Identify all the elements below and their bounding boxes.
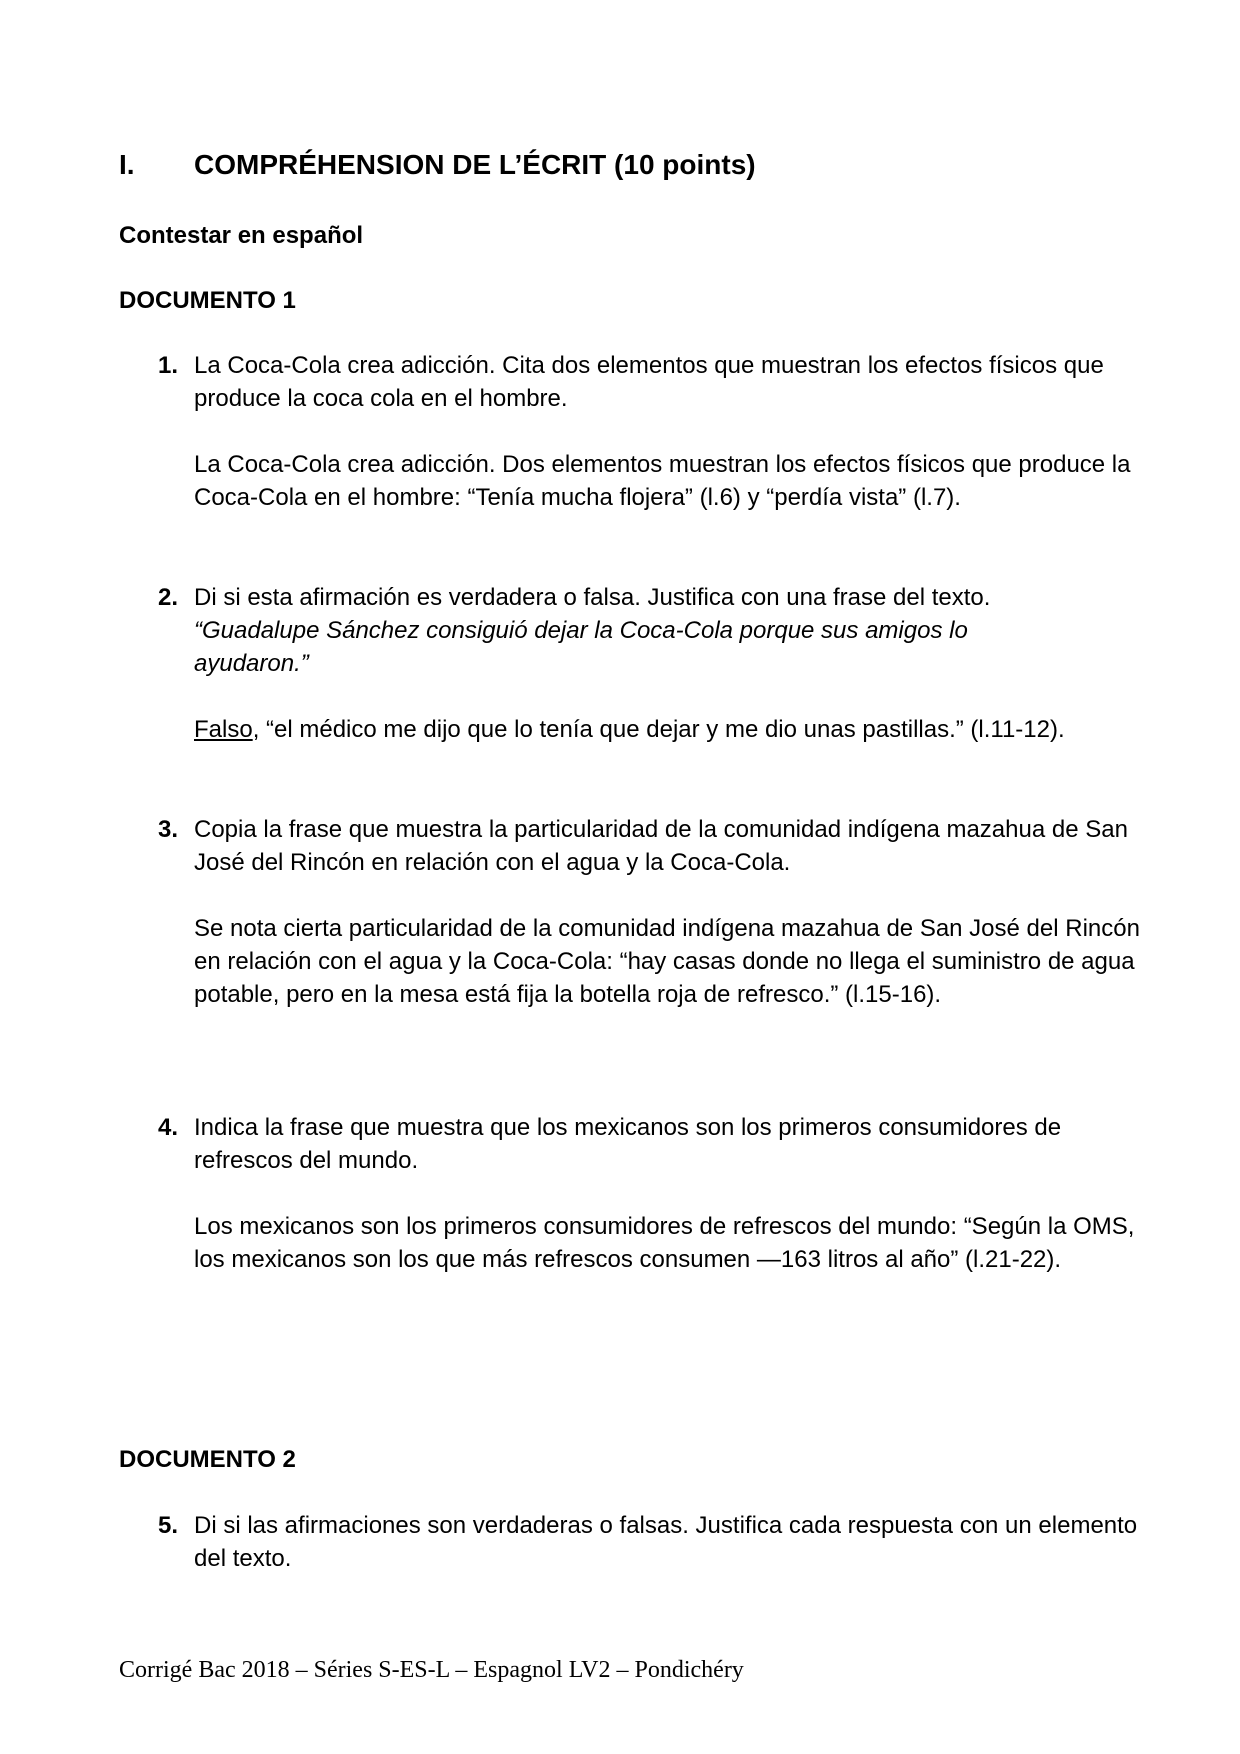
statement-text: “Guadalupe Sánchez consiguió dejar la Coca-Cola porque sus amigos lo ayudaron.” xyxy=(194,617,968,677)
answer-justification: , “el médico me dijo que lo tenía que dejar y me dio unas pastillas.” (l.11-12). xyxy=(252,716,1065,743)
answer-text: Se nota cierta particularidad de la comunidad indígena mazahua de San José del Rincón en relación con el agua y la Coca-Cola: “hay casas donde no llega el suministro de agua potable, pero en la mesa está fija la botella roja de refresco.” (l.15-16). xyxy=(194,915,1140,1008)
document-2-label: DOCUMENTO 2 xyxy=(119,1446,296,1473)
question-text: Di si esta afirmación es verdadera o falsa. Justifica con una frase del texto. xyxy=(194,584,991,611)
question-text: Indica la frase que muestra que los mexicanos son los primeros consumidores de refrescos del mundo. xyxy=(194,1114,1062,1174)
answer-text: La Coca-Cola crea adicción. Dos elementos muestran los efectos físicos que produce la Coca-Cola en el hombre: “Tenía mucha flojera” (l.6) y “perdía vista” (l.7). xyxy=(194,451,1131,511)
question-number: 5. xyxy=(157,1512,178,1539)
question-text: La Coca-Cola crea adicción. Cita dos elementos que muestran los efectos físicos que produce la coca cola en el hombre. xyxy=(194,352,1104,412)
question-text: Copia la frase que muestra la particularidad de la comunidad indígena mazahua de San José del Rincón en relación con el agua y la Coca-Cola. xyxy=(194,816,1128,876)
instruction: Contestar en español xyxy=(119,222,364,249)
page-footer: Corrigé Bac 2018 – Séries S-ES-L – Espagnol LV2 – Pondichéry xyxy=(119,1657,744,1683)
question-number: 4. xyxy=(157,1114,178,1141)
question-text: Di si las afirmaciones son verdaderas o falsas. Justifica cada respuesta con un elemento del texto. xyxy=(194,1512,1138,1572)
question-number: 1. xyxy=(157,352,178,379)
answer-verdict: Falso xyxy=(194,716,253,743)
section-title: COMPRÉHENSION DE L’ÉCRIT (10 points) xyxy=(194,149,756,180)
answer-text: Los mexicanos son los primeros consumidores de refrescos del mundo: “Según la OMS, los mexicanos son los que más refrescos consumen —163 litros al año” (l.21-22). xyxy=(194,1213,1135,1273)
answer-text xyxy=(194,713,1154,746)
question-number: 3. xyxy=(157,816,178,843)
section-number: I. xyxy=(119,149,135,180)
question-number: 2. xyxy=(157,584,178,611)
document-1-label: DOCUMENTO 1 xyxy=(119,287,296,314)
